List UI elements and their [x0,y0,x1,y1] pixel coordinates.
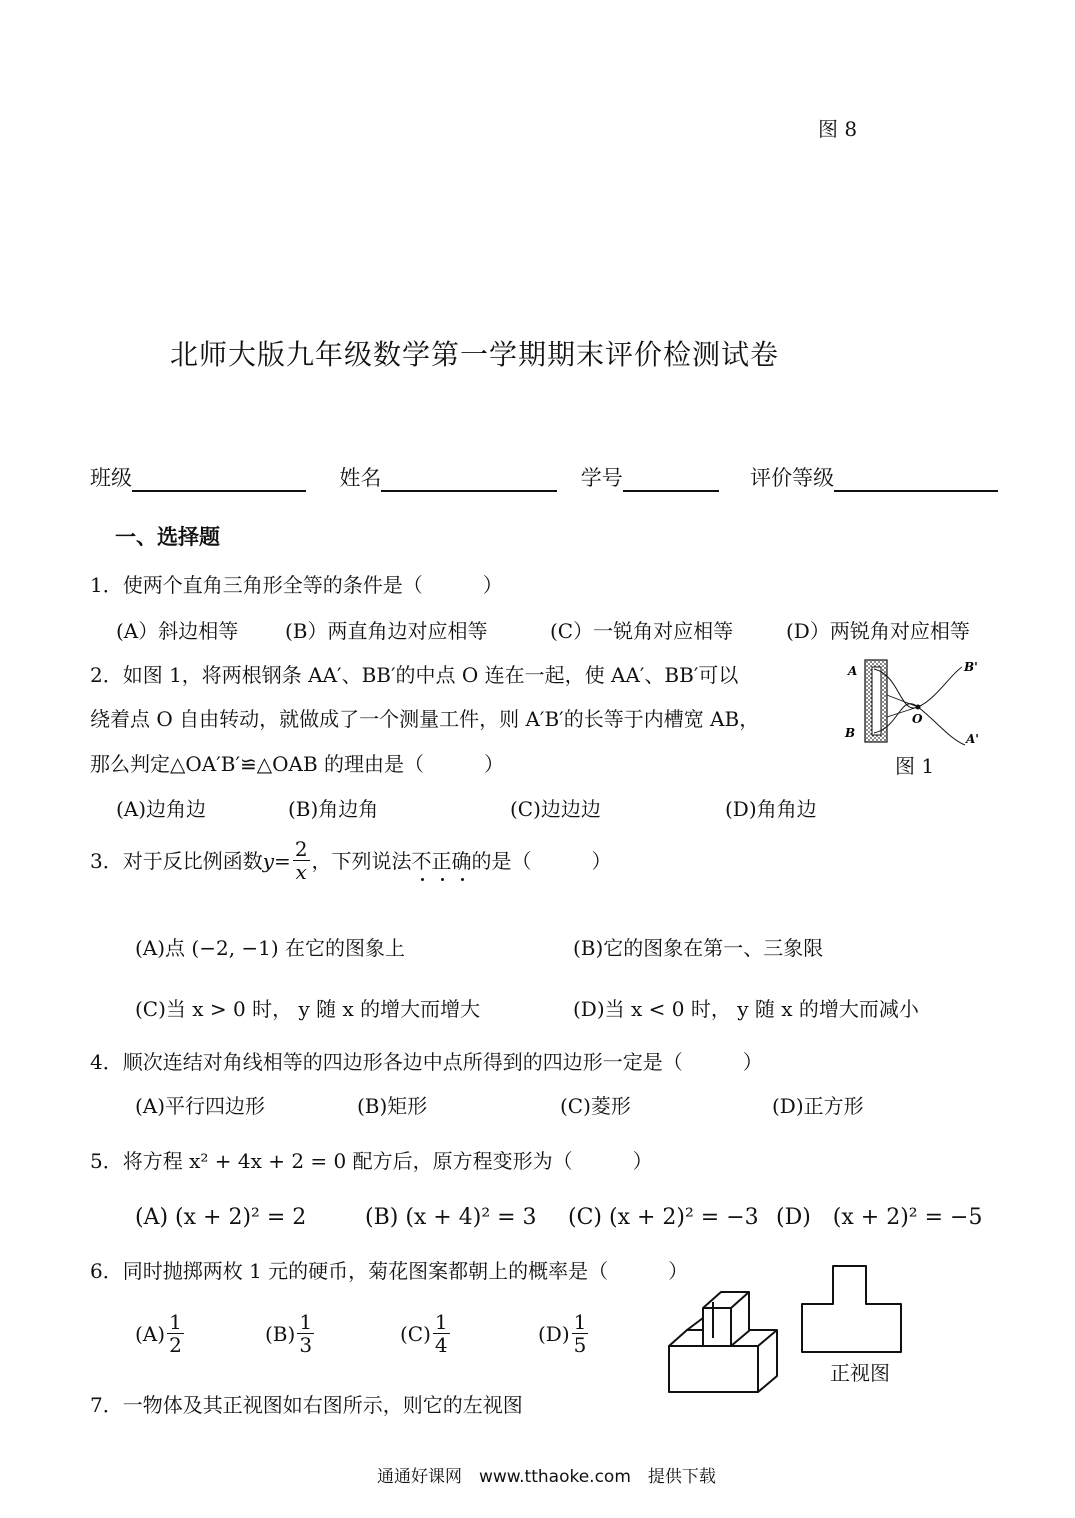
grade-blank[interactable] [834,468,998,492]
q6-option-b [265,1311,316,1356]
q3-equals: = [274,848,291,873]
q2-option-b: (B)角边角 [288,797,379,821]
number-blank[interactable] [623,468,719,492]
q3-option-a: (A)点 (−2, −1) 在它的图象上 [135,936,406,960]
q6-a-den: 2 [169,1333,182,1357]
q3-option-b: (B)它的图象在第一、三象限 [573,936,824,960]
q6-stem: 6．同时抛掷两枚 1 元的硬币，菊花图案都朝上的概率是（ ） [90,1259,689,1283]
q5-option-c: (C) (x + 2)² = −3 [568,1205,759,1230]
q3-var-y: y [262,848,275,873]
q6-c-den: 4 [434,1333,448,1357]
q6-option-b-label: (B) [265,1321,296,1346]
info-fields [90,462,998,492]
q3-emph-que: 确 [451,848,472,873]
q6-option-a [135,1311,186,1356]
number-label: 学号 [580,466,623,490]
q2-option-c: (C)边边边 [510,797,601,821]
class-blank[interactable] [132,468,306,492]
q3-fraction [293,838,310,883]
q5-option-b: (B) (x + 4)² = 3 [365,1205,537,1230]
name-blank[interactable] [381,468,557,492]
q3-fraction-den: x [295,860,307,884]
fig1-label-b: B [845,726,856,740]
q3-stem [90,838,612,883]
q6-c-num: 1 [434,1310,448,1334]
q6-a-num: 1 [169,1310,182,1334]
front-view-caption: 正视图 [830,1361,890,1385]
q5-option-d: (D) (x + 2)² = −5 [776,1205,983,1230]
q1-option-d: (D）两锐角对应相等 [786,619,970,643]
q2-option-a: (A)边角边 [116,797,207,821]
q3-emph-zheng: 正 [431,848,452,873]
q2-line-3: 那么判定△OA′B′≌△OAB 的理由是（ ） [90,752,505,776]
q1-option-b: (B）两直角边对应相等 [285,619,488,643]
q7-solid-figure [665,1288,790,1396]
q7-stem: 7．一物体及其正视图如右图所示，则它的左视图 [90,1393,523,1417]
q3-fraction-num: 2 [294,837,308,861]
name-label: 姓名 [339,466,382,490]
q1-option-a: (A）斜边相等 [116,619,239,643]
q6-option-c [400,1311,452,1356]
q3-stem-pre: 3．对于反比例函数 [90,848,263,873]
page-title: 北师大版九年级数学第一学期期末评价检测试卷 [170,338,780,371]
q4-stem: 4．顺次连结对角线相等的四边形各边中点所得到的四边形一定是（ ） [90,1050,763,1074]
class-label: 班级 [90,466,132,490]
section-choice-heading: 一、选择题 [115,525,220,549]
q4-option-c: (C)菱形 [560,1094,631,1118]
q6-b-den: 3 [299,1333,313,1357]
figure-1-diagram [840,655,990,750]
q3-emph-bu: 不 [411,848,432,873]
q3-option-c: (C)当 x > 0 时， y 随 x 的增大而增大 [135,997,481,1021]
grade-label: 评价等级 [750,466,835,490]
q3-stem-post: 的是（ ） [471,848,612,873]
figure-1-caption: 图 1 [895,754,935,778]
q4-option-a: (A)平行四边形 [135,1094,266,1118]
fig1-label-a-prime: A' [966,732,979,746]
q6-option-a-label: (A) [135,1321,166,1346]
q1-option-c: (C）一锐角对应相等 [550,619,734,643]
page-footer: 通通好课网 www.tthaoke.com 提供下载 [377,1467,716,1487]
q4-option-d: (D)正方形 [772,1094,864,1118]
q6-d-num: 1 [573,1310,587,1334]
q6-b-num: 1 [299,1310,313,1334]
q6-d-den: 5 [573,1333,587,1357]
q2-option-d: (D)角角边 [725,797,817,821]
q4-option-b: (B)矩形 [357,1094,428,1118]
q1-stem: 1．使两个直角三角形全等的条件是（ ） [90,573,503,597]
q3-stem-mid: ，下列说法 [311,848,412,873]
q5-option-a: (A) (x + 2)² = 2 [135,1205,307,1230]
q2-line-2: 绕着点 O 自由转动，就做成了一个测量工件，则 A′B′的长等于内槽宽 AB， [90,707,760,731]
q7-front-view-figure [798,1262,906,1357]
q3-option-d: (D)当 x < 0 时， y 随 x 的增大而减小 [573,997,919,1021]
q6-option-d [538,1311,590,1356]
q2-line-1: 2．如图 1，将两根钢条 AA′、BB′的中点 O 连在一起，使 AA′、BB′可以 [90,663,739,687]
figure-8-label: 图 8 [818,117,858,141]
q6-option-d-label: (D) [538,1321,570,1346]
fig1-label-a: A [848,664,858,678]
q6-option-c-label: (C) [400,1321,431,1346]
fig1-label-b-prime: B' [964,660,978,674]
q5-stem: 5．将方程 x² + 4x + 2 = 0 配方后，原方程变形为（ ） [90,1149,653,1173]
fig1-label-o: O [912,712,923,726]
